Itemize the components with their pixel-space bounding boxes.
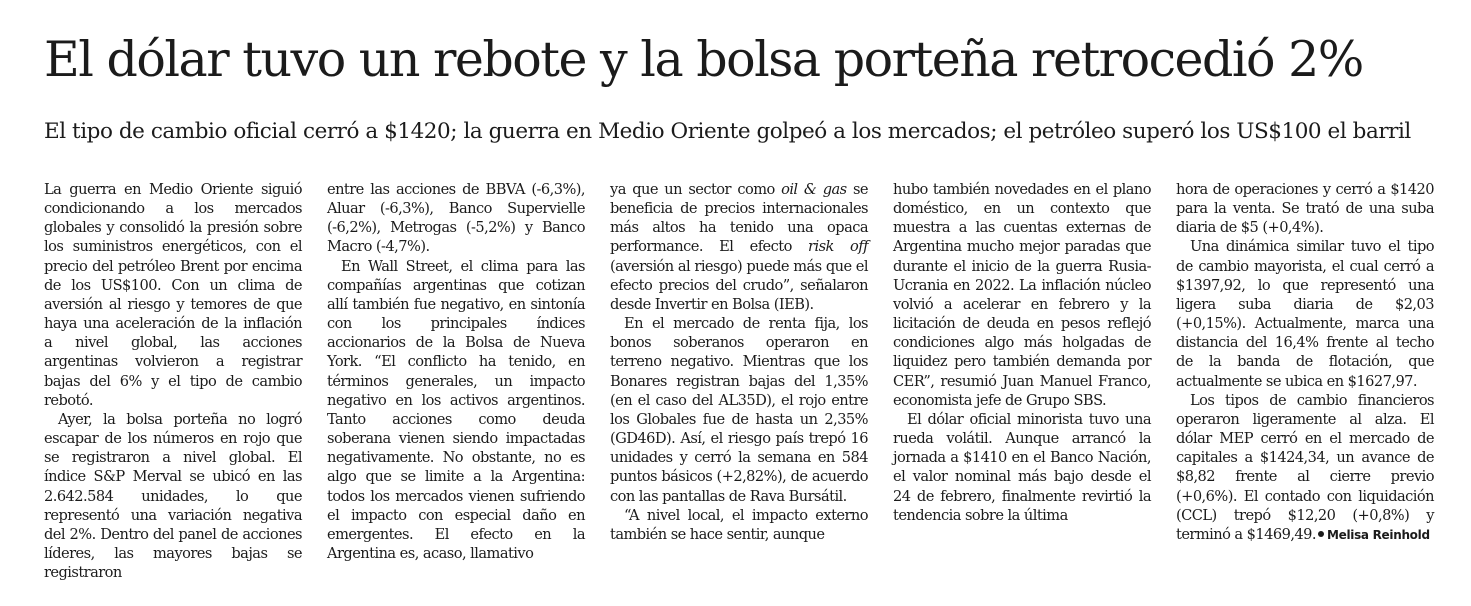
paragraph-text: hora de operaciones y cerró a $1420 para la venta. Se trató de una suba diaria de $5 (+0,4%). — [1176, 181, 1434, 237]
article-column-4 — [893, 180, 1151, 525]
paragraph-text: El dólar oficial minorista tuvo una rueda volátil. Aunque arrancó la jornada a $1410 en el Banco Nación, el valor nominal más bajo desde el 24 de febrero, finalmente revirtió la tendencia sobre la última — [893, 410, 1151, 524]
paragraph-text: ya que un sector como — [610, 181, 782, 198]
article-paragraph — [610, 314, 868, 506]
paragraph-text: (aversión al riesgo) puede más que el efecto precios del crudo”, señalaron desde Invertir en Bolsa (IEB). — [610, 257, 868, 313]
article-subheadline: El tipo de cambio oficial cerró a $1420; la guerra en Medio Oriente golpeó a los mercados; el petróleo superó los US$100 el barril — [44, 119, 1411, 144]
paragraph-text: hubo también novedades en el plano doméstico, en un contexto que muestra a las cuentas externas de Argentina mucho mejor paradas que durante el inicio de la guerra Rusia-Ucrania en 2022. La inflación núcleo volvió a acelerar en febrero y la licitación de deuda en pesos reflejó condiciones algo más holgadas de liquidez pero también demanda por CER”, resumió Juan Manuel Franco, economista jefe de Grupo SBS. — [893, 181, 1151, 409]
italic-term: risk off — [808, 238, 868, 256]
paragraph-text: Los tipos de cambio financieros operaron ligeramente al alza. El dólar MEP cerró en el mercado de capitales a $1424,34, un avance de $8,82 frente al cierre previo (+0,6%). El contado con liquidación (CCL) trepó $12,20 (+0,8%) y terminó a $1469,49. — [1176, 391, 1434, 543]
author-byline: Melisa Reinhold — [1326, 527, 1430, 542]
article-paragraph — [1176, 180, 1434, 237]
article-paragraph — [1176, 237, 1434, 390]
paragraph-text: Una dinámica similar tuvo el tipo de cambio mayorista, el cual cerró a $1397,92, lo que representó una ligera suba diaria de $2,03 (+0,15%). Actualmente, marca una distancia del 16,4% frente al techo de la banda de flotación, que actualmente se ubica en $1627,97. — [1176, 238, 1434, 390]
paragraph-text: “A nivel local, el impacto externo también se hace sentir, aunque — [610, 506, 868, 543]
article-column-2 — [327, 180, 585, 563]
paragraph-text: Ayer, la bolsa porteña no logró escapar de los números en rojo que se registraron a nivel global. El índice S&P Merval se ubicó en las 2.642.584 unidades, lo que representó una variación negativa del 2%. Dentro del panel de acciones líderes, las mayores bajas se registraron — [44, 410, 302, 582]
article-paragraph — [327, 180, 585, 257]
article-paragraph — [893, 410, 1151, 525]
paragraph-text: entre las acciones de BBVA (-6,3%), Aluar (-6,3%), Banco Supervielle (-6,2%), Metrogas (-5,2%) y Banco Macro (-4,7%). — [327, 181, 585, 256]
paragraph-text: En el mercado de renta fija, los bonos soberanos operaron en terreno negativo. Mientras que los Bonares registran bajas del 1,35% (en el caso del AL35D), el rojo entre los Globales fue de hasta un 2,35% (GD46D). Así, el riesgo país trepó 16 unidades y cerró la semana en 584 puntos básicos (+2,82%), de acuerdo con las pantallas de Rava Bursátil. — [610, 315, 868, 505]
article-column-1 — [44, 180, 302, 582]
bullet-icon — [1318, 531, 1324, 537]
article-paragraph — [327, 257, 585, 564]
article-paragraph — [1176, 391, 1434, 545]
article-paragraph — [44, 410, 302, 582]
article-column-5 — [1176, 180, 1434, 545]
article-paragraph — [610, 180, 868, 314]
paragraph-text: La guerra en Medio Oriente siguió condicionando a los mercados globales y consolidó la presión sobre los suministros energéticos, con el precio del petróleo Brent por encima de los US$100. Con un clima de aversión al riesgo y temores de que haya una aceleración de la inflación a nivel global, las acciones argentinas volvieron a registrar bajas del 6% y el tipo de cambio rebotó. — [44, 181, 302, 409]
paragraph-text: se beneficia de precios internacionales más altos ha tenido una opaca performance. El efecto — [610, 181, 868, 256]
article-paragraph — [893, 180, 1151, 410]
article-headline: El dólar tuvo un rebote y la bolsa porteña retrocedió 2% — [44, 31, 1363, 88]
paragraph-text: En Wall Street, el clima para las compañías argentinas que cotizan allí también fue negativo, en sintonía con los principales índices accionarios de la Bolsa de Nueva York. “El conflicto ha tenido, en términos generales, un impacto negativo en los activos argentinos. Tanto acciones como deuda soberana vienen siendo impactadas negativamente. No obstante, no es algo que se limite a la Argentina: todos los mercados vienen sufriendo el impacto con especial daño en emergentes. El efecto en la Argentina es, acaso, llamativo — [327, 257, 585, 562]
italic-term: oil & gas — [781, 181, 847, 198]
article-paragraph — [44, 180, 302, 410]
article-paragraph — [610, 506, 868, 544]
article-column-3 — [610, 180, 868, 544]
